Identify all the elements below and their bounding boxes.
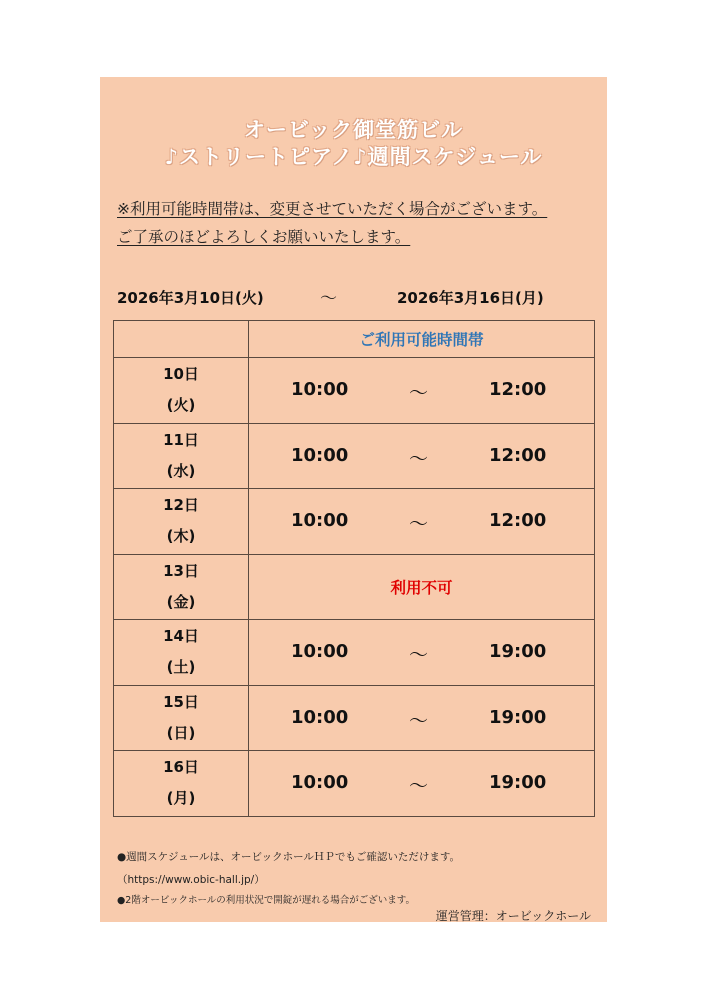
footer-note-website: ●週間スケジュールは、オービックホールＨＰでもご確認いただけます。: [117, 851, 461, 863]
time-separator: ～: [409, 447, 429, 470]
notice-line-2: ご了承のほどよろしくお願いいたします。: [117, 228, 411, 246]
day-date: 10日: [163, 365, 199, 384]
time-separator: ～: [409, 775, 429, 798]
day-date: 16日: [163, 758, 199, 777]
time-cell: [249, 620, 595, 686]
day-date: 15日: [163, 692, 199, 711]
start-time: 10:00: [291, 510, 349, 532]
day-cell: [114, 423, 249, 489]
table-row: [114, 358, 595, 424]
time-separator: ～: [409, 644, 429, 667]
time-cell: [249, 685, 595, 751]
end-time: 19:00: [489, 772, 547, 794]
footer-note-unlock: ●2階オービックホールの利用状況で開錠が遅れる場合がございます。: [117, 895, 416, 906]
table-row: [114, 685, 595, 751]
end-time: 12:00: [489, 379, 547, 401]
building-title: オービック御堂筋ビル: [243, 118, 464, 142]
start-time: 10:00: [291, 772, 349, 794]
period-separator: ～: [320, 289, 337, 309]
time-separator: ～: [409, 513, 429, 536]
table-row: [114, 489, 595, 555]
day-date: 12日: [163, 496, 199, 515]
day-weekday: (火): [166, 396, 196, 415]
footer-url: （https://www.obic-hall.jp/）: [117, 874, 265, 886]
day-cell: [114, 620, 249, 686]
time-cell: [249, 358, 595, 424]
time-cell: [249, 489, 595, 555]
start-time: 10:00: [291, 379, 349, 401]
end-time: 12:00: [489, 444, 547, 466]
time-separator: ～: [409, 709, 429, 732]
day-weekday: (水): [166, 461, 196, 480]
start-time: 10:00: [291, 641, 349, 663]
start-time: 10:00: [291, 444, 349, 466]
day-cell: [114, 685, 249, 751]
period-end: 2026年3月16日(月): [397, 289, 544, 307]
day-weekday: (日): [166, 723, 196, 742]
end-time: 19:00: [489, 706, 547, 728]
start-time: 10:00: [291, 706, 349, 728]
day-date: 14日: [163, 627, 199, 646]
day-weekday: (金): [166, 592, 196, 611]
period-start: 2026年3月10日(火): [117, 289, 264, 307]
day-date: 13日: [163, 561, 199, 580]
day-date: 11日: [163, 430, 199, 449]
schedule-title: ♪ストリートピアノ♪週間スケジュール: [164, 145, 543, 169]
day-weekday: (土): [166, 658, 196, 677]
table-row: [114, 620, 595, 686]
day-cell: [114, 554, 249, 620]
schedule-table: [113, 320, 595, 817]
day-cell: [114, 489, 249, 555]
day-weekday: (月): [166, 789, 196, 808]
header-empty-cell: [114, 321, 249, 358]
time-cell: [249, 423, 595, 489]
time-separator: ～: [409, 382, 429, 405]
available-hours-header: ご利用可能時間帯: [249, 321, 595, 358]
day-cell: [114, 751, 249, 817]
unavailable-cell: 利用不可: [249, 554, 595, 620]
day-cell: [114, 358, 249, 424]
end-time: 19:00: [489, 641, 547, 663]
operator-credit: 運営管理：オービックホール: [435, 909, 591, 923]
table-row: [114, 751, 595, 817]
end-time: 12:00: [489, 510, 547, 532]
day-weekday: (木): [166, 527, 196, 546]
table-header-row: [114, 321, 595, 358]
time-cell: [249, 751, 595, 817]
table-row: [114, 423, 595, 489]
table-row: [114, 554, 595, 620]
schedule-sheet: [100, 77, 607, 922]
notice-line-1: ※利用可能時間帯は、変更させていただく場合がございます。: [117, 200, 548, 218]
